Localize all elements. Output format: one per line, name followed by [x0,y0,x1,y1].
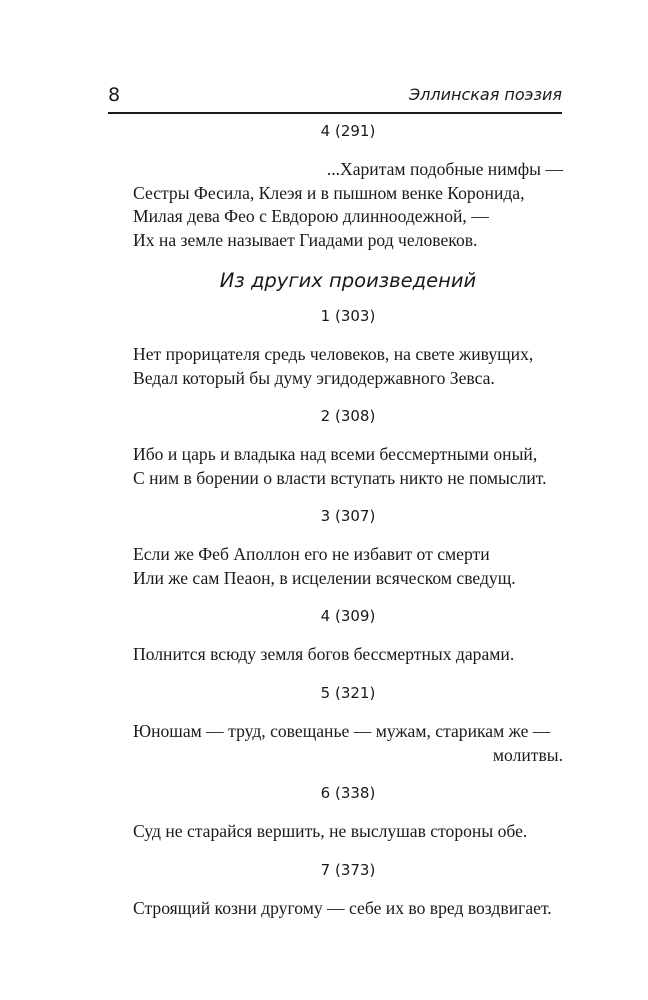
fragment-4-309 [133,605,563,667]
verse-block [133,443,563,490]
verse-line: Ибо и царь и владыка над всеми бессмертными оный, [133,444,538,464]
page-content [133,120,563,918]
verse-block [133,720,563,767]
section-heading [133,268,563,294]
fragment-number: 7 (373) [320,861,376,879]
verse-block [133,543,563,590]
fragment-1-303 [133,305,563,390]
verse-line: Полнится всюду земля богов бессмертных дарами. [133,644,515,664]
verse-line: Ведал который бы думу эгидодержавного Зевса. [133,367,495,388]
verse-line: Или же сам Пеаон, в исцелении всяческом сведущ. [133,567,516,588]
verse-line: Строящий козни другому — себе их во вред воздвигает. [133,898,552,918]
page-number: 8 [108,84,121,106]
fragment-5-321 [133,682,563,767]
fragment-4-291 [133,120,563,250]
verse-line: С ним в борении о власти вступать никто не помыслит. [133,467,547,488]
running-title: Эллинская поэзия [408,85,562,104]
verse-block [133,897,563,921]
fragment-number: 1 (303) [320,307,376,325]
fragment-number: 5 (321) [320,684,376,702]
verse-line: молитвы. [492,744,563,765]
verse-line: Юношам — труд, совещанье — мужам, старикам же — [133,721,551,741]
section-title: Из других произведений [219,269,477,292]
verse-line: Милая дева Фео с Евдорою длинноодежной, — [133,206,489,226]
verse-block [133,158,563,252]
verse-block [133,820,563,844]
verse-line: Их на земле называет Гиадами род человеков. [133,229,478,250]
verse-block [133,343,563,390]
fragment-3-307 [133,505,563,590]
fragment-number: 6 (338) [320,784,376,802]
verse-line: Если же Феб Аполлон его не избавит от смерти [133,544,490,564]
verse-line: ...Харитам подобные нимфы — [326,159,563,179]
verse-line: Нет прорицателя средь человеков, на свете живущих, [133,344,534,364]
fragment-number: 2 (308) [320,407,376,425]
fragment-6-338 [133,782,563,844]
fragment-number: 4 (309) [320,607,376,625]
verse-line: Суд не старайся вершить, не выслушав стороны обе. [133,821,528,841]
fragment-7-373 [133,859,563,921]
fragment-number: 3 (307) [320,507,376,525]
verse-block [133,643,563,667]
fragment-2-308 [133,405,563,490]
page-header [108,82,562,114]
fragment-number: 4 (291) [320,122,376,140]
verse-line: Сестры Фесила, Клеэя и в пышном венке Коронида, [133,182,525,203]
